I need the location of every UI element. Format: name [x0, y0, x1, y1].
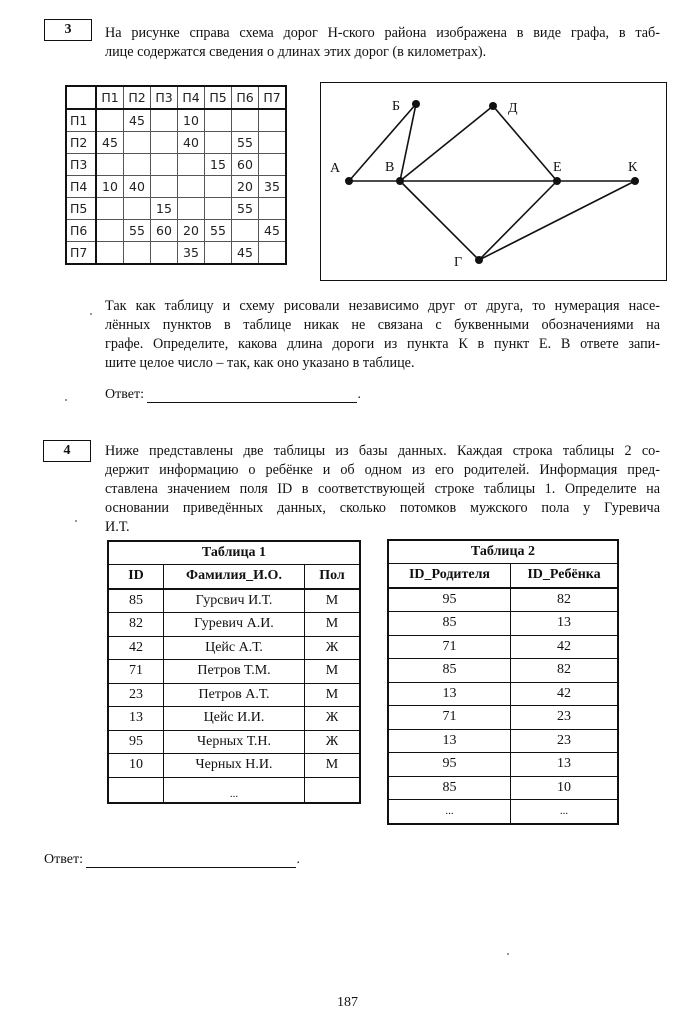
- matrix-row-header: П2: [66, 132, 96, 154]
- node-label-b: Б: [392, 99, 401, 114]
- scan-speck: [65, 399, 67, 401]
- page-number: 187: [337, 995, 358, 1010]
- matrix-col-header: П2: [124, 86, 151, 109]
- cell-sex: Ж: [305, 636, 361, 660]
- cell-id: 10: [108, 754, 164, 778]
- matrix-cell: 60: [232, 154, 259, 176]
- cell-child-id: 23: [511, 706, 619, 730]
- cell-parent-id: 85: [388, 612, 511, 636]
- matrix-row-header: П5: [66, 198, 96, 220]
- cell-child-id: ...: [511, 800, 619, 824]
- matrix-cell: [124, 132, 151, 154]
- node-label-d: Д: [508, 101, 518, 116]
- matrix-row: [66, 154, 286, 176]
- cell-id: 82: [108, 613, 164, 637]
- node-label-v: В: [385, 160, 395, 175]
- matrix-cell: 45: [124, 109, 151, 132]
- cell-parent-id: 71: [388, 635, 511, 659]
- cell-parent-id: ...: [388, 800, 511, 824]
- matrix-cell: 40: [178, 132, 205, 154]
- task-3-answer: [105, 387, 361, 403]
- matrix-cell: 55: [205, 220, 232, 242]
- task-4-answer-label: Ответ:: [44, 852, 83, 867]
- matrix-cell: [259, 132, 287, 154]
- table-row: [108, 660, 360, 684]
- table-row: [108, 683, 360, 707]
- cell-name: Гурсвич И.Т.: [164, 589, 305, 613]
- matrix-cell: [205, 198, 232, 220]
- matrix-row-header: П7: [66, 242, 96, 265]
- cell-child-id: 10: [511, 776, 619, 800]
- cell-child-id: 42: [511, 635, 619, 659]
- matrix-row: [66, 109, 286, 132]
- cell-child-id: 13: [511, 753, 619, 777]
- matrix-cell: [124, 154, 151, 176]
- cell-id: 71: [108, 660, 164, 684]
- table-row-ellipsis: [108, 777, 360, 803]
- cell-name: Петров Т.М.: [164, 660, 305, 684]
- table-row: [388, 635, 618, 659]
- task-4-number: 4: [63, 443, 71, 458]
- table-row: [388, 682, 618, 706]
- matrix-col-header: П7: [259, 86, 287, 109]
- table-2-header-row: [388, 564, 618, 588]
- matrix-cell: 20: [232, 176, 259, 198]
- cell-name: Гуревич А.И.: [164, 613, 305, 637]
- node-label-a: А: [330, 161, 341, 176]
- cell-child-id: 82: [511, 588, 619, 612]
- matrix-cell: 60: [151, 220, 178, 242]
- table-row: [388, 588, 618, 612]
- matrix-cell: [205, 242, 232, 265]
- scan-speck: [507, 953, 509, 955]
- matrix-cell: [232, 109, 259, 132]
- cell-child-id: 82: [511, 659, 619, 683]
- task-4-body-line: И.Т.: [105, 519, 130, 535]
- cell-id: [108, 777, 164, 803]
- graph-edges: [349, 104, 638, 260]
- cell-id: 95: [108, 730, 164, 754]
- matrix-row-header: П3: [66, 154, 96, 176]
- cell-sex: М: [305, 660, 361, 684]
- matrix-cell: [151, 154, 178, 176]
- matrix-cell: 20: [178, 220, 205, 242]
- matrix-row-header: П6: [66, 220, 96, 242]
- task-4-body-line: ставлена значением поля ID в соответствующей строке таблицы 1. Определите на: [105, 481, 660, 497]
- cell-parent-id: 85: [388, 776, 511, 800]
- task-4-body-line: Ниже представлены две таблицы из базы данных. Каждая строка таблицы 2 со-: [105, 443, 660, 459]
- table-1-col-id: ID: [108, 565, 164, 589]
- cell-child-id: 13: [511, 612, 619, 636]
- cell-name: Цейс И.И.: [164, 707, 305, 731]
- cell-parent-id: 85: [388, 659, 511, 683]
- matrix-cell: 10: [178, 109, 205, 132]
- cell-sex: М: [305, 683, 361, 707]
- matrix-cell: [151, 109, 178, 132]
- matrix-cell: 35: [178, 242, 205, 265]
- matrix-cell: 45: [259, 220, 287, 242]
- matrix-cell: [151, 176, 178, 198]
- matrix-cell: [96, 220, 124, 242]
- table-1-persons: [107, 540, 361, 804]
- table-1-title: Таблица 1: [108, 541, 360, 565]
- matrix-cell: [96, 109, 124, 132]
- table-row: [108, 636, 360, 660]
- matrix-cell: 55: [124, 220, 151, 242]
- matrix-row: [66, 132, 286, 154]
- table-row: [388, 706, 618, 730]
- matrix-cell: [205, 109, 232, 132]
- matrix-header-row: [66, 86, 286, 109]
- node-label-g: Г: [454, 255, 463, 270]
- task-3-number: 3: [64, 22, 72, 37]
- task-3-answer-field[interactable]: [147, 388, 357, 403]
- matrix-col-header: П3: [151, 86, 178, 109]
- table-row: [388, 753, 618, 777]
- cell-parent-id: 13: [388, 729, 511, 753]
- matrix-cell: [151, 242, 178, 265]
- matrix-cell: [232, 220, 259, 242]
- matrix-cell: [178, 154, 205, 176]
- table-2-relations: [387, 539, 619, 825]
- cell-id: 23: [108, 683, 164, 707]
- matrix-cell: [96, 242, 124, 265]
- cell-name: Черных Н.И.: [164, 754, 305, 778]
- graph-nodes: [345, 100, 639, 264]
- table-row-ellipsis: [388, 800, 618, 824]
- node-label-k: К: [628, 160, 638, 175]
- node-label-e: Е: [553, 160, 562, 175]
- table-2-col-parent-id: ID_Родителя: [388, 564, 511, 588]
- table-2-title: Таблица 2: [388, 540, 618, 564]
- task-4-answer-field[interactable]: [86, 853, 296, 868]
- matrix-col-header: П4: [178, 86, 205, 109]
- cell-id: 85: [108, 589, 164, 613]
- table-row: [388, 659, 618, 683]
- cell-parent-id: 13: [388, 682, 511, 706]
- cell-sex: М: [305, 589, 361, 613]
- cell-sex: М: [305, 754, 361, 778]
- matrix-cell: 45: [96, 132, 124, 154]
- cell-sex: М: [305, 613, 361, 637]
- task-3-body-line: лённых пунктов в таблице никак не связана с буквенными обозначениями на: [105, 317, 660, 333]
- matrix-row: [66, 198, 286, 220]
- matrix-cell: 45: [232, 242, 259, 265]
- task-4-body: [105, 442, 660, 537]
- matrix-cell: 35: [259, 176, 287, 198]
- matrix-cell: [205, 176, 232, 198]
- road-graph-svg: [321, 83, 668, 282]
- matrix-cell: 15: [205, 154, 232, 176]
- cell-name: Черных Т.Н.: [164, 730, 305, 754]
- table-1-header-row: [108, 565, 360, 589]
- table-2-col-child-id: ID_Ребёнка: [511, 564, 619, 588]
- road-graph-diagram: [320, 82, 667, 281]
- task-3-body: [105, 297, 660, 373]
- matrix-cell: [259, 242, 287, 265]
- task-3-answer-label: Ответ:: [105, 387, 144, 402]
- task-3-number-box: [44, 19, 92, 41]
- matrix-cell: 15: [151, 198, 178, 220]
- task-4-number-box: [43, 440, 91, 462]
- matrix-col-header: П5: [205, 86, 232, 109]
- matrix-cell: [259, 109, 287, 132]
- cell-name: ...: [164, 777, 305, 803]
- cell-id: 13: [108, 707, 164, 731]
- matrix-cell: [259, 154, 287, 176]
- cell-sex: Ж: [305, 707, 361, 731]
- table-row: [388, 776, 618, 800]
- cell-id: 42: [108, 636, 164, 660]
- matrix-cell: 10: [96, 176, 124, 198]
- cell-child-id: 23: [511, 729, 619, 753]
- table-1-col-sex: Пол: [305, 565, 361, 589]
- scan-speck: [90, 313, 92, 315]
- matrix-cell: [205, 132, 232, 154]
- cell-sex: [305, 777, 361, 803]
- task-3-intro: [105, 24, 660, 62]
- table-row: [108, 707, 360, 731]
- matrix-col-header: П1: [96, 86, 124, 109]
- table-row: [108, 730, 360, 754]
- cell-parent-id: 95: [388, 588, 511, 612]
- cell-child-id: 42: [511, 682, 619, 706]
- table-row: [108, 754, 360, 778]
- answer-period: .: [296, 852, 300, 867]
- table-1-col-name: Фамилия_И.О.: [164, 565, 305, 589]
- matrix-row-header: П4: [66, 176, 96, 198]
- cell-name: Цейс А.Т.: [164, 636, 305, 660]
- table-row: [108, 613, 360, 637]
- task-4-answer: [44, 852, 300, 868]
- matrix-cell: [96, 154, 124, 176]
- matrix-row: [66, 220, 286, 242]
- answer-period: .: [357, 387, 361, 402]
- matrix-cell: [259, 198, 287, 220]
- matrix-row: [66, 242, 286, 265]
- matrix-cell: [151, 132, 178, 154]
- task-4-body-line: основании приведённых данных, сколько потомков мужского пола у Гуревича: [105, 500, 660, 516]
- matrix-corner-cell: [66, 86, 96, 109]
- task-3-intro-line: лице содержатся сведения о длинах этих дорог (в километрах).: [105, 44, 487, 60]
- task-3-body-line: шите целое число – так, как оно указано в таблице.: [105, 355, 415, 371]
- matrix-row: [66, 176, 286, 198]
- cell-name: Петров А.Т.: [164, 683, 305, 707]
- cell-sex: Ж: [305, 730, 361, 754]
- table-row: [108, 589, 360, 613]
- task-3-intro-line: На рисунке справа схема дорог Н-ского района изображена в виде графа, в таб-: [105, 25, 660, 41]
- matrix-cell: 55: [232, 132, 259, 154]
- matrix-cell: [124, 198, 151, 220]
- matrix-cell: [124, 242, 151, 265]
- matrix-cell: [96, 198, 124, 220]
- task-3-body-line: графе. Определите, какова длина дороги из пункта К в пункт Е. В ответе запи-: [105, 336, 660, 352]
- task-3-body-line: Так как таблицу и схему рисовали независимо друг от друга, то нумерация насе-: [105, 298, 660, 314]
- matrix-col-header: П6: [232, 86, 259, 109]
- cell-parent-id: 71: [388, 706, 511, 730]
- cell-parent-id: 95: [388, 753, 511, 777]
- task-4-body-line: держит информацию о ребёнке и об одном из его родителей. Информация пред-: [105, 462, 660, 478]
- distance-matrix-table: [65, 85, 287, 265]
- matrix-row-header: П1: [66, 109, 96, 132]
- table-row: [388, 729, 618, 753]
- matrix-cell: 55: [232, 198, 259, 220]
- matrix-cell: [178, 198, 205, 220]
- scan-speck: [75, 520, 77, 522]
- matrix-cell: [178, 176, 205, 198]
- matrix-cell: 40: [124, 176, 151, 198]
- table-row: [388, 612, 618, 636]
